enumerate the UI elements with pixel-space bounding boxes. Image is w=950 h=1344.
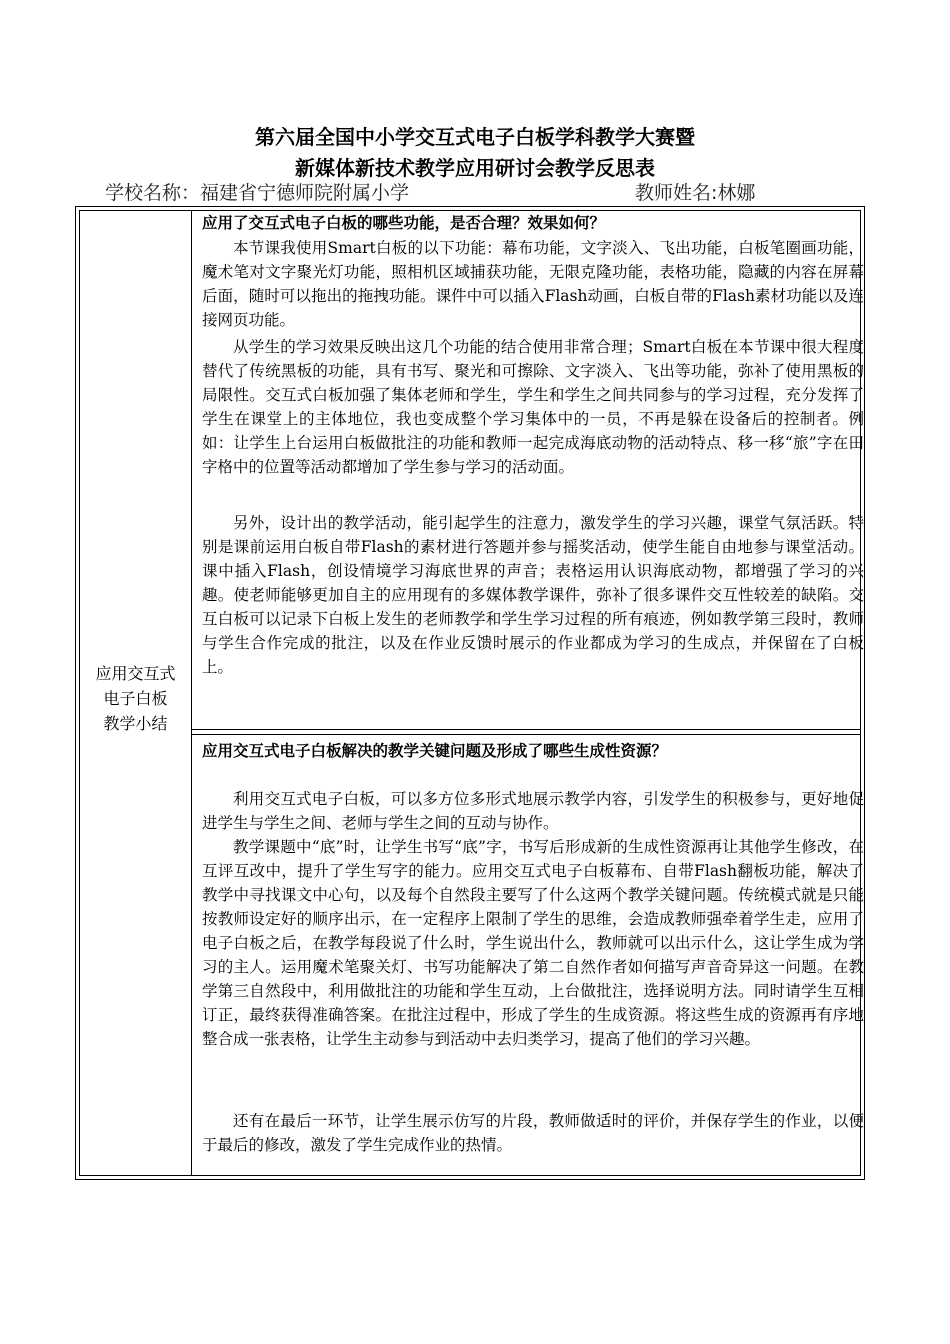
section-paragraph: 另外，设计出的教学活动，能引起学生的注意力，激发学生的学习兴趣，课堂气氛活跃。特别是课前运用白板自带Flash的素材进行答题并参与摇奖活动，使学生能自由地参与课堂活动。课中插入Flash，创设情境学习海底世界的声音；表格运用认识海底动物，都增强了学习的兴趣。使老师能够更加自主的应用现有的多媒体教学课件，弥补了很多课件交互性较差的缺陷。交互白板可以记录下白板上发生的老师教学和学生学习过程的所有痕迹，例如教学第三段时，教师与学生合作完成的批注，以及在作业反馈时展示的作业都成为学习的生成点，并保留在了白板上。 <box>202 514 864 676</box>
section-paragraph: 还有在最后一环节，让学生展示仿写的片段，教师做适时的评价，并保存学生的作业，以便于最后的修改，激发了学生完成作业的热情。 <box>202 1112 864 1154</box>
row-label-line: 应用交互式 <box>95 664 176 683</box>
page-title: 第六届全国中小学交互式电子白板学科教学大赛暨 <box>255 125 695 149</box>
table-inner <box>79 210 864 1176</box>
reflection-table <box>75 206 865 1180</box>
row-label <box>80 661 191 736</box>
section-paragraph: 教学课题中“底”时，让学生书写“底”字，书写后形成新的生成性资源再让其他学生修改，在互评互改中，提升了学生写字的能力。应用交互式电子白板幕布、自带Flash翻板功能，解决了教学中寻找课文中心句，以及每个自然段主要写了什么这两个教学关键问题。传统模式就是只能按教师设定好的顺序出示，在一定程序上限制了学生的思维，会造成教师强牵着学生走，应用了电子白板之后，在教学每段说了什么时，学生说出什么，教师就可以出示什么，这让学生成为学习的主人。运用魔术笔聚关灯、书写功能解决了第二自然作者如何描写声音奇异这一问题。在教学第三自然段中，利用做批注的功能和学生互动，上台做批注，选择说明方法。同时请学生互相订正，最终获得准确答案。在批注过程中，形成了学生的生成资源。将这些生成的资源再有序地整合成一张表格，让学生主动参与到活动中去归类学习，提高了他们的学习兴趣。 <box>202 838 864 1048</box>
page-subtitle: 新媒体新技术教学应用研讨会教学反思表 <box>295 156 655 180</box>
row-label-line: 教学小结 <box>103 714 168 733</box>
section-question: 应用了交互式电子白板的哪些功能，是否合理？效果如何？ <box>202 213 606 232</box>
meta-row <box>105 180 845 206</box>
row-label-cell <box>80 211 192 1175</box>
section-functions <box>192 211 864 730</box>
section-question: 应用交互式电子白板解决的教学关键问题及形成了哪些生成性资源？ <box>202 741 668 760</box>
section-paragraph: 本节课我使用Smart白板的以下功能：幕布功能，文字淡入、飞出功能，白板笔圈画功能，魔术笔对文字聚光灯功能，照相机区域捕获功能，无限克隆功能，表格功能，隐藏的内容在屏幕后面，随时可以拖出的拖拽功能。课件中可以插入Flash动画，白板自带的Flash素材功能以及连接网页功能。 <box>202 239 864 329</box>
school-name: 学校名称：福建省宁德师院附属小学 <box>105 182 410 204</box>
teacher-name: 教师姓名:林娜 <box>635 182 756 204</box>
row-label-line: 电子白板 <box>103 689 168 708</box>
section-paragraph: 从学生的学习效果反映出这几个功能的结合使用非常合理；Smart白板在本节课中很大程度替代了传统黑板的功能，具有书写、聚光和可擦除、文字淡入、飞出等功能，弥补了使用黑板的局限性。交互式白板加强了集体老师和学生，学生和学生之间共同参与的学习过程，充分发挥了学生在课堂上的主体地位，我也变成整个学习集体中的一员，不再是躲在设备后的控制者。例如：让学生上台运用白板做批注的功能和教师一起完成海底动物的活动特点、移一移“旅”字在田字格中的位置等活动都增加了学生参与学习的活动面。 <box>202 338 864 476</box>
section-paragraph: 利用交互式电子白板，可以多方位多形式地展示教学内容，引发学生的积极参与，更好地促进学生与学生之间、老师与学生之间的互动与协作。 <box>202 790 864 832</box>
section-key-problems <box>192 734 864 1175</box>
